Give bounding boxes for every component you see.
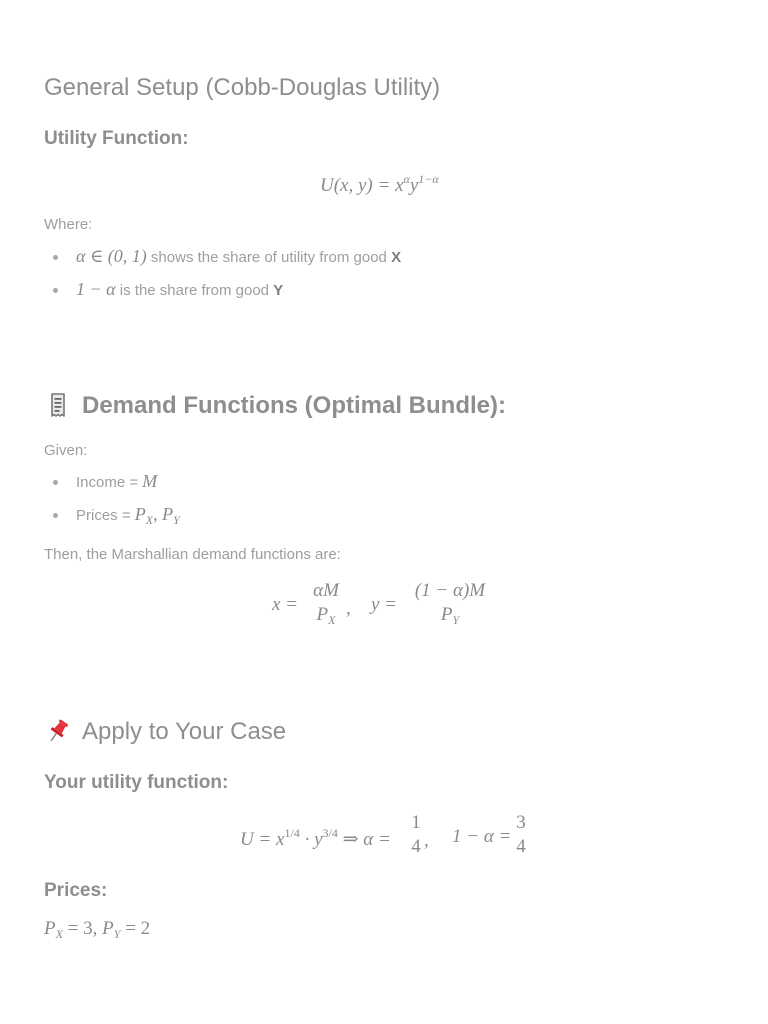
oma-fraction xyxy=(510,812,532,858)
eq-implies: ⇒ α = xyxy=(337,829,391,850)
y-numerator: (1 − α)M xyxy=(414,580,486,601)
y-eq-label xyxy=(371,594,397,616)
x-fraction xyxy=(306,580,346,628)
prices-py-val: = 2 xyxy=(120,918,151,939)
list-item xyxy=(76,504,180,528)
bullet-dot xyxy=(53,513,58,518)
eq-u-exp: 1/4 xyxy=(284,826,300,840)
section-title-demand-functions xyxy=(44,392,506,421)
demand-functions-title: Demand Functions (Optimal Bundle): xyxy=(82,392,506,419)
alpha-numerator: 1 xyxy=(411,812,421,833)
eq-y-exp: 3/4 xyxy=(322,826,338,840)
eq-u: U = x xyxy=(240,829,285,850)
y-den-p: P xyxy=(440,604,453,625)
price-py-sub: Y xyxy=(173,513,180,527)
pushpin-icon xyxy=(44,717,72,745)
y-eq-text: y = xyxy=(371,594,398,615)
utility-eq-lhs: U(x, y) = x xyxy=(320,175,404,196)
x-eq-text: x = xyxy=(272,594,299,615)
prices-label: Prices = xyxy=(76,507,135,524)
price-px: P xyxy=(134,504,146,524)
prices-px-sub: X xyxy=(55,927,63,941)
bullet2-good: Y xyxy=(273,282,284,299)
utility-equation xyxy=(320,172,439,197)
your-utility-heading: Your utility function: xyxy=(44,772,229,793)
utility-function-heading: Utility Function: xyxy=(44,128,189,149)
bullet1-good: X xyxy=(391,249,402,266)
x-numerator: αM xyxy=(313,580,339,601)
x-denominator xyxy=(306,604,346,628)
demand-comma: , xyxy=(346,598,351,619)
oma-text: 1 − α = xyxy=(452,826,512,847)
oma-denominator: 4 xyxy=(516,836,526,857)
alpha-comma: , xyxy=(424,830,429,851)
marshallian-intro: Then, the Marshallian demand functions are: xyxy=(44,546,341,563)
y-fraction xyxy=(410,580,490,628)
alpha-denominator: 4 xyxy=(411,836,421,857)
income-symbol: M xyxy=(142,471,158,491)
where-label: Where: xyxy=(44,216,93,233)
apply-title: Apply to Your Case xyxy=(82,718,287,745)
x-den-p: P xyxy=(316,604,329,625)
given-label: Given: xyxy=(44,442,88,459)
prices-px-val: = 3, xyxy=(62,918,103,939)
y-denominator xyxy=(410,604,490,628)
list-item xyxy=(76,471,157,492)
price-px-sub: X xyxy=(145,513,154,527)
your-utility-equation xyxy=(240,826,391,851)
prices-py: P xyxy=(102,918,114,939)
list-item xyxy=(76,279,283,300)
eq-dot-y: · y xyxy=(299,829,323,850)
bullet2-math: 1 − α xyxy=(76,279,116,299)
prices-py-sub: Y xyxy=(113,927,121,941)
prices-values xyxy=(44,918,150,942)
utility-y: y xyxy=(409,175,419,196)
utility-exp-alpha: α xyxy=(403,172,410,186)
utility-exp-one-minus-alpha: 1−α xyxy=(418,172,439,186)
bullet1-text: shows the share of utility from good xyxy=(146,249,392,266)
bullet1-math: α ∈ (0, 1) xyxy=(76,246,147,266)
y-den-sub: Y xyxy=(452,613,460,627)
x-eq-label xyxy=(272,594,298,616)
receipt-icon xyxy=(44,391,72,419)
section-title-apply xyxy=(44,718,286,747)
bullet-dot xyxy=(53,255,58,260)
oma-numerator: 3 xyxy=(516,812,526,833)
one-minus-alpha xyxy=(452,826,511,848)
x-den-sub: X xyxy=(328,613,336,627)
bullet2-text: is the share from good xyxy=(115,282,274,299)
income-label: Income = xyxy=(76,474,143,491)
bullet-dot xyxy=(53,288,58,293)
price-sep: , xyxy=(153,504,163,524)
list-item xyxy=(76,246,401,267)
bullet-dot xyxy=(53,480,58,485)
section-title-general-setup: General Setup (Cobb-Douglas Utility) xyxy=(44,74,441,101)
prices-heading: Prices: xyxy=(44,880,108,901)
prices-px: P xyxy=(44,918,56,939)
price-py: P xyxy=(162,504,174,524)
